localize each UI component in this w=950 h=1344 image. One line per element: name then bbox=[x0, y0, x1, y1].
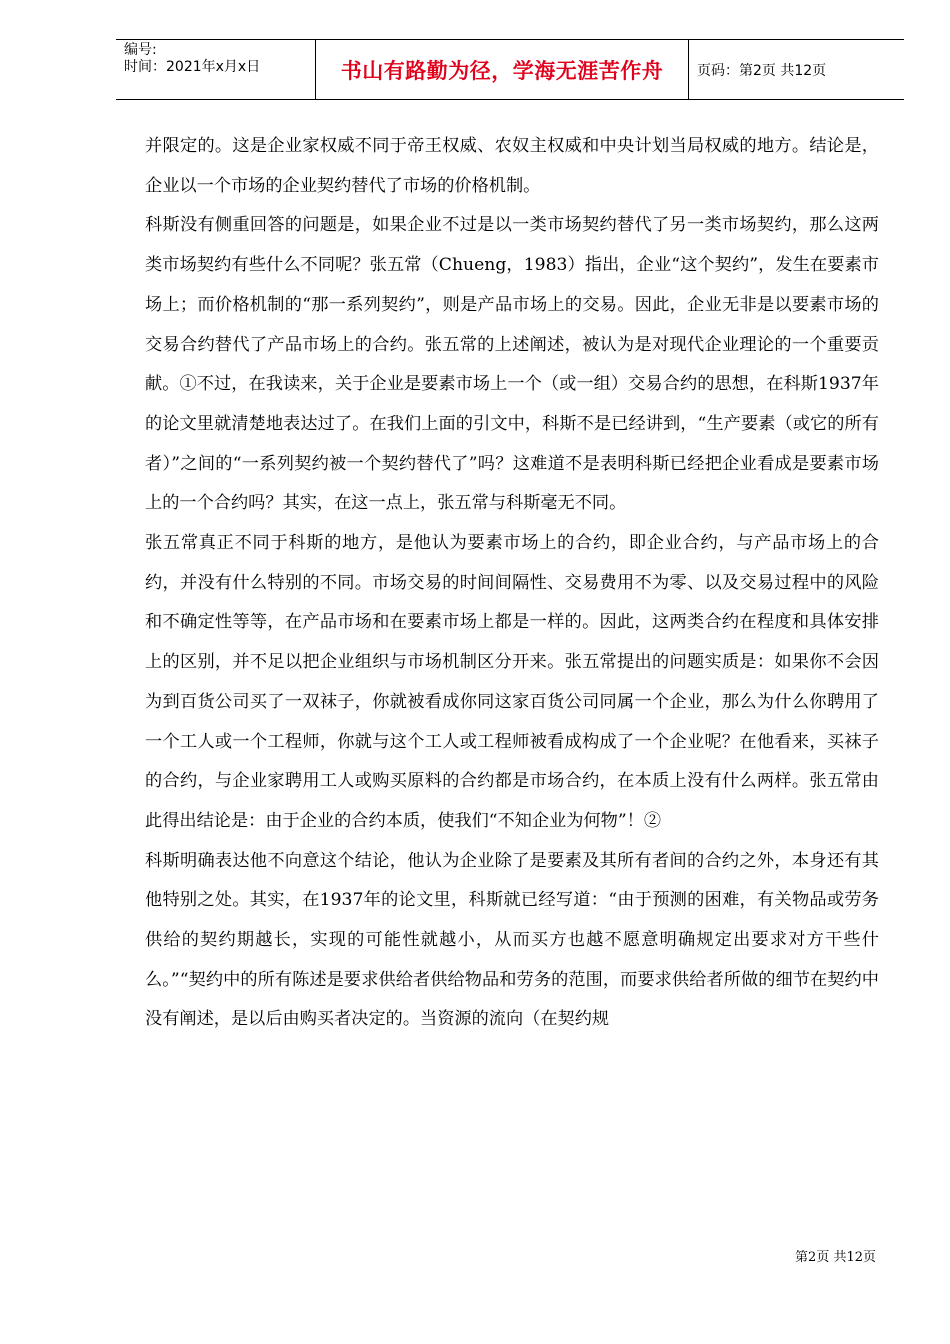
header-meta-cell bbox=[116, 40, 316, 99]
paragraph: 科斯没有侧重回答的问题是，如果企业不过是以一类市场契约替代了另一类市场契约，那么这两类市场契约有些什么不同呢？张五常（Chueng，1983）指出，企业“这个契约”，发生在要素市场上；而价格机制的“那一系列契约”，则是产品市场上的交易。因此，企业无非是以要素市场的交易合约替代了产品市场上的合约。张五常的上述阐述，被认为是对现代企业理论的一个重要贡献。①不过，在我读来，关于企业是要素市场上一个（或一组）交易合约的思想，在科斯1937年的论文里就清楚地表达过了。在我们上面的引文中，科斯不是已经讲到，“生产要素（或它的所有者）”之间的“一系列契约被一个契约替代了”吗？这难道不是表明科斯已经把企业看成是要素市场上的一个合约吗？其实，在这一点上，张五常与科斯毫无不同。 bbox=[145, 215, 879, 514]
paragraph: 并限定的。这是企业家权威不同于帝王权威、农奴主权威和中央计划当局权威的地方。结论是，企业以一个市场的企业契约替代了市场的价格机制。 bbox=[145, 136, 879, 196]
paragraph: 科斯明确表达他不向意这个结论，他认为企业除了是要素及其所有者间的合约之外，本身还有其他特别之处。其实，在1937年的论文里，科斯就已经写道：“由于预测的困难，有关物品或劳务供给的契约期越长，实现的可能性就越小，从而买方也越不愿意明确规定出要求对方干些什么。”“契约中的所有陈述是要求供给者供给物品和劳务的范围，而要求供给者所做的细节在契约中没有阐述，是以后由购买者决定的。当资源的流向（在契约规 bbox=[145, 850, 879, 1030]
document-time-label: 时间：2021年x月x日 bbox=[124, 59, 261, 75]
paragraph: 张五常真正不同于科斯的地方，是他认为要素市场上的合约，即企业合约，与产品市场上的合约，并没有什么特别的不同。市场交易的时间间隔性、交易费用不为零、以及交易过程中的风险和不确定性等等，在产品市场和在要素市场上都是一样的。因此，这两类合约在程度和具体安排上的区别，并不足以把企业组织与市场机制区分开来。张五常提出的问题实质是：如果你不会因为到百货公司买了一双袜子，你就被看成你同这家百货公司同属一个企业，那么为什么你聘用了一个工人或一个工程师，你就与这个工人或工程师被看成构成了一个企业呢？在他看来，买袜子的合约，与企业家聘用工人或购买原料的合约都是市场合约，在本质上没有什么两样。张五常由此得出结论是：由于企业的合约本质，使我们“不知企业为何物”！② bbox=[145, 533, 879, 831]
header-motto: 书山有路勤为径，学海无涯苦作舟 bbox=[316, 40, 689, 99]
page-footer-number: 第2页 共12页 bbox=[795, 1250, 876, 1265]
document-body bbox=[145, 127, 879, 1040]
header-page-info: 页码：第2页 共12页 bbox=[697, 62, 827, 79]
page-header bbox=[116, 39, 904, 100]
document-number-label: 编号: bbox=[124, 42, 157, 58]
